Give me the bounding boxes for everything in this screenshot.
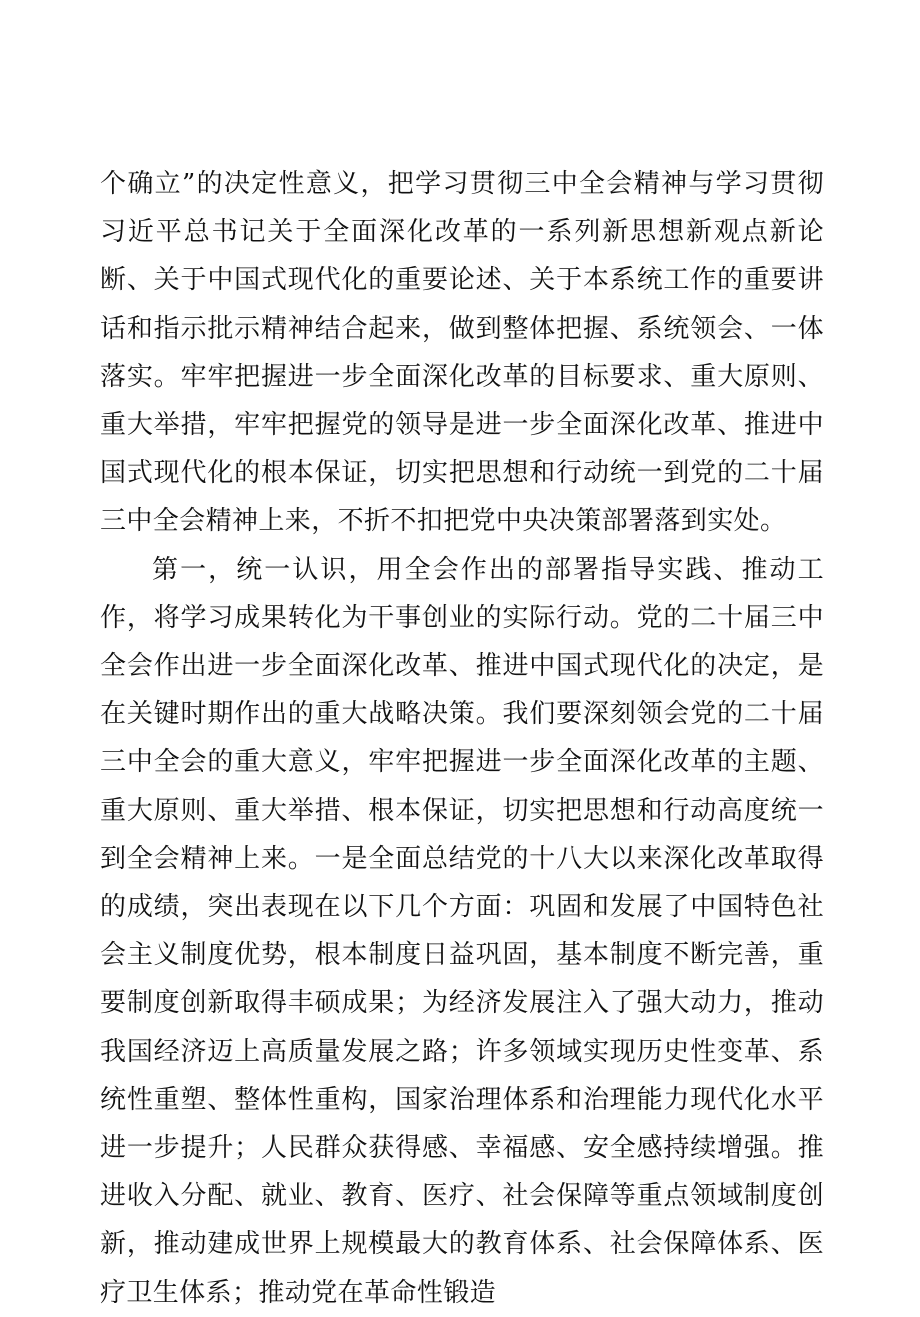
paragraph-first-point: 第一，统一认识，用全会作出的部署指导实践、推动工作，将学习成果转化为干事创业的实际行动。党的二十届三中全会作出进一步全面深化改革、推进中国式现代化的决定，是在关键时期作出的重大战略决策。我们要深刻领会党的二十届三中全会的重大意义，牢牢把握进一步全面深化改革的主题、重大原则、重大举措、根本保证，切实把思想和行动高度统一到全会精神上来。一是全面总结党的十八大以来深化改革取得的成绩，突出表现在以下几个方面：巩固和发展了中国特色社会主义制度优势，根本制度日益巩固，基本制度不断完善，重要制度创新取得丰硕成果；为经济发展注入了强大动力，推动我国经济迈上高质量发展之路；许多领域实现历史性变革、系统性重塑、整体性重构，国家治理体系和治理能力现代化水平进一步提升；人民群众获得感、幸福感、安全感持续增强。推进收入分配、就业、教育、医疗、社会保障等重点领域制度创新，推动建成世界上规模最大的教育体系、社会保障体系、医疗卫生体系；推动党在革命性锻造 — [100, 554, 824, 1308]
body-text — [100, 160, 824, 1317]
paragraph-continuation: 个确立”的决定性意义，把学习贯彻三中全会精神与学习贯彻习近平总书记关于全面深化改革的一系列新思想新观点新论断、关于中国式现代化的重要论述、关于本系统工作的重要讲话和指示批示精神结合起来，做到整体把握、系统领会、一体落实。牢牢把握进一步全面深化改革的目标要求、重大原则、重大举措，牢牢把握党的领导是进一步全面深化改革、推进中国式现代化的根本保证，切实把思想和行动统一到党的二十届三中全会精神上来，不折不扣把党中央决策部署落到实处。 — [100, 169, 824, 537]
